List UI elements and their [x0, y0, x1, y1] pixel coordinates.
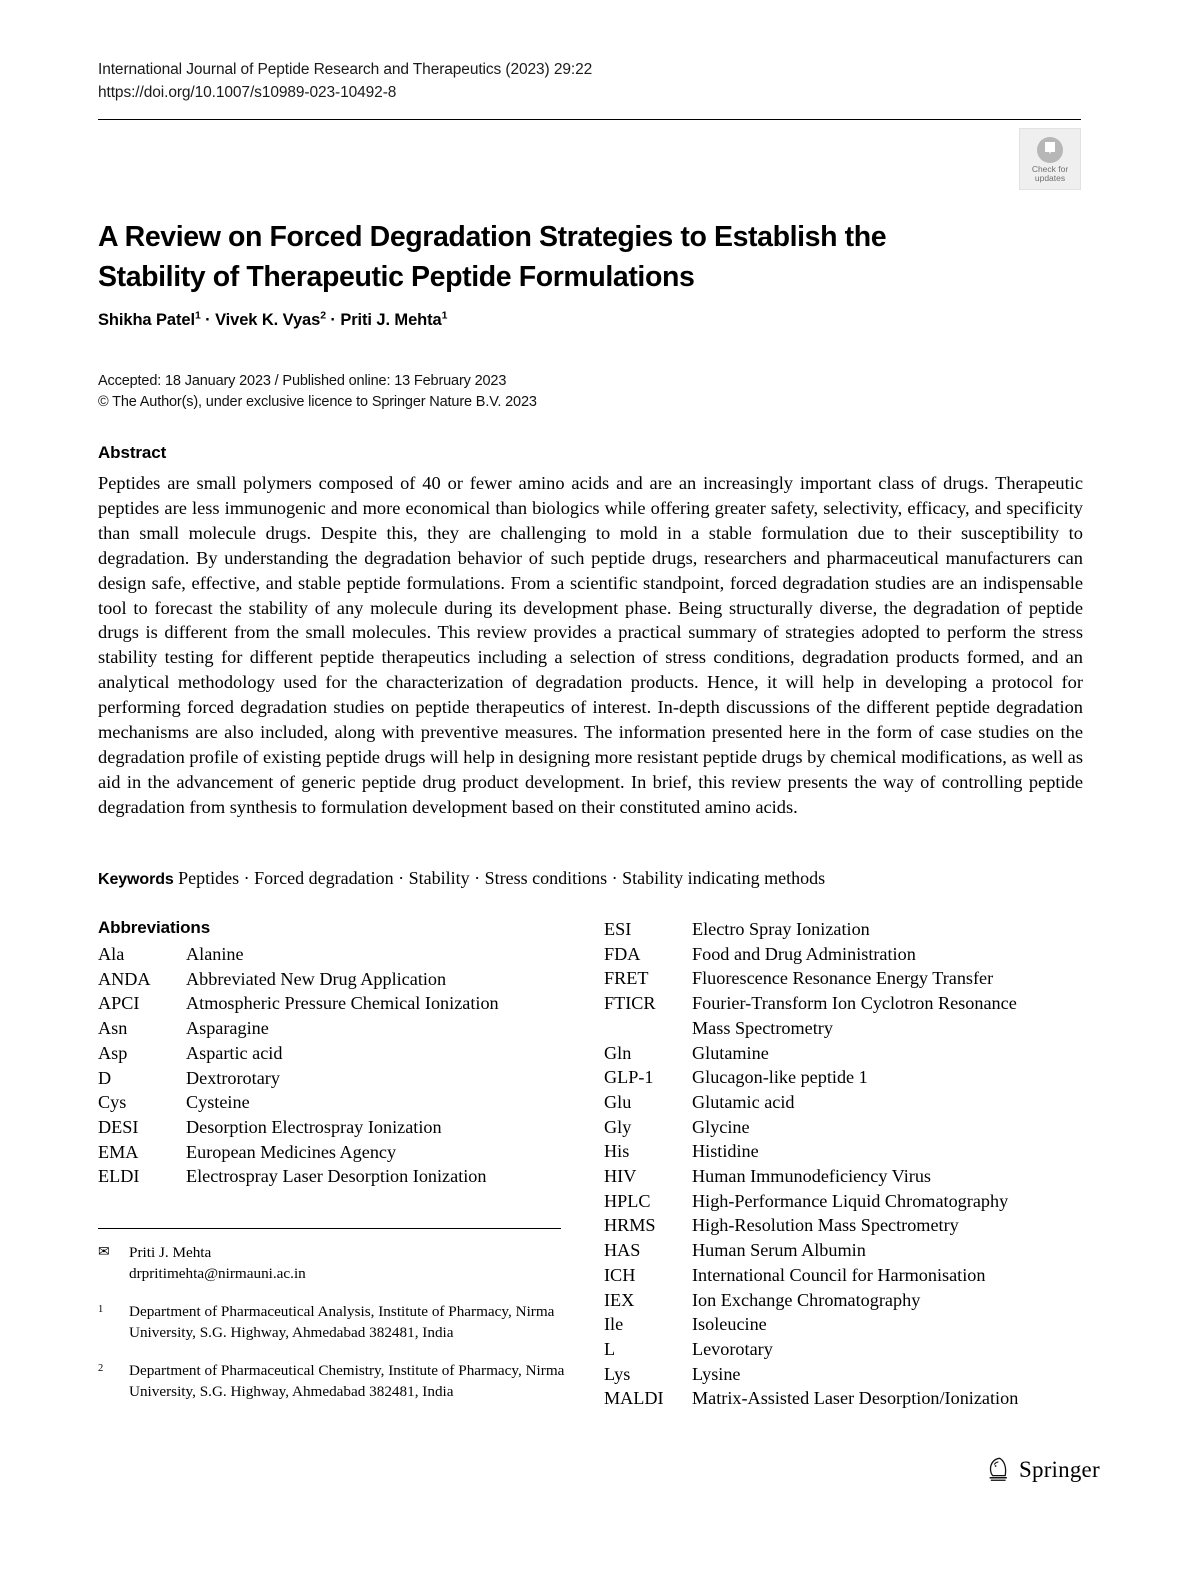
abbreviation-definition: Glutamic acid	[692, 1091, 795, 1112]
abbreviation-term: Cys	[98, 1092, 127, 1113]
footnote-block	[98, 1238, 568, 1402]
abstract-text: Peptides are small polymers composed of 40 or fewer amino acids and are an increasingly important class of drugs. Therapeutic peptides are less immunogenic and more economical than biologics while offering greater safety, selectivity, efficacy, and specificity than small molecule drugs. Despite this, they are challenging to mold in a stable formulation due to their susceptibility to degradation. By understanding the degradation behavior of such peptide drugs, researchers and pharmaceutical manufacturers can design safe, effective, and stable peptide formulations. From a scientific standpoint, forced degradation studies are an indispensable tool to forecast the stability of any molecule during its development phase. Being structurally diverse, the degradation of peptide drugs is different from the small molecules. This review provides a practical summary of strategies adopted to perform the stress stability testing for different peptide therapeutics including a selection of stress conditions, degradation products formed, and an analytical methodology used for the characterization of degradation products. Hence, it will help in developing a protocol for performing forced degradation studies on peptide therapeutics of interest. In-depth discussions of the different peptide degradation mechanisms are also included, along with preventive measures. The information presented here in the form of case studies on the degradation profile of existing peptide drugs will help in designing more resistant peptide drugs by chemical modifications, as well as aid in the advancement of generic peptide drug product development. In brief, this review presents the way of controlling peptide degradation from synthesis to formulation development based on their constituted amino acids.	[98, 473, 1083, 817]
abbreviation-definition: Levorotary	[692, 1338, 773, 1359]
abbreviation-row	[604, 1213, 1084, 1238]
abbreviation-term: L	[604, 1338, 616, 1359]
abbreviation-row	[604, 1041, 1084, 1066]
abbreviation-row	[604, 1386, 1084, 1411]
abbreviation-row	[98, 1115, 568, 1140]
publisher-logo	[986, 1456, 1100, 1484]
affiliation-text: Department of Pharmaceutical Chemistry, Institute of Pharmacy, Nirma University, S.G. Highway, Ahmedabad 382481, India	[129, 1362, 565, 1400]
publication-dates: Accepted: 18 January 2023 / Published online: 13 February 2023	[98, 373, 507, 389]
corresponding-author-name: Priti J. Mehta	[129, 1244, 212, 1261]
abbreviation-row	[604, 1362, 1084, 1387]
abbreviation-definition: Abbreviated New Drug Application	[186, 968, 447, 989]
abbreviation-term: HIV	[604, 1166, 637, 1187]
doi-link[interactable]: https://doi.org/10.1007/s10989-023-10492-8	[98, 84, 397, 101]
abbreviation-term: Lys	[604, 1363, 631, 1384]
abbreviation-term: APCI	[98, 993, 140, 1014]
abbreviation-definition: Aspartic acid	[186, 1042, 283, 1063]
crossmark-label-line1: Check for	[1031, 163, 1069, 174]
affiliation-entry	[98, 1301, 568, 1343]
abbreviation-term: HAS	[604, 1240, 641, 1261]
corresponding-author-email[interactable]: drpritimehta@nirmauni.ac.in	[129, 1265, 306, 1282]
abbreviations-heading: Abbreviations	[98, 918, 211, 937]
keywords-line	[98, 866, 1083, 892]
abbreviation-row	[98, 991, 568, 1016]
abbreviation-row	[604, 1139, 1084, 1164]
publisher-name: Springer	[1019, 1457, 1100, 1482]
author-affiliation-marker: 2	[320, 309, 326, 322]
author-name: Shikha Patel	[98, 311, 195, 329]
abbreviation-row	[98, 942, 568, 967]
abbreviation-row	[604, 1238, 1084, 1263]
abbreviation-definition: Fluorescence Resonance Energy Transfer	[692, 968, 994, 989]
crossmark-label-line2: updates	[1034, 173, 1066, 183]
abbreviation-row	[98, 1090, 568, 1115]
copyright-line: © The Author(s), under exclusive licence to Springer Nature B.V. 2023	[98, 394, 537, 410]
abbreviation-definition: Asparagine	[186, 1018, 269, 1039]
abbreviations-left-column	[98, 942, 568, 1189]
abbreviation-definition: Cysteine	[186, 1092, 250, 1113]
journal-header	[98, 58, 1058, 104]
abbreviation-term: ANDA	[98, 968, 151, 989]
abbreviation-row	[604, 1337, 1084, 1362]
corresponding-author	[98, 1242, 568, 1284]
abbreviation-definition: Fourier-Transform Ion Cyclotron Resonance	[692, 993, 1017, 1014]
abbreviation-row	[98, 1016, 568, 1041]
abbreviation-definition: Glycine	[692, 1116, 750, 1137]
abstract-heading: Abstract	[98, 443, 167, 462]
abbreviation-term: D	[98, 1067, 112, 1088]
author-name: Priti J. Mehta	[340, 311, 442, 329]
abbreviation-row	[98, 1140, 568, 1165]
abbreviation-definition: Matrix-Assisted Laser Desorption/Ionization	[692, 1388, 1019, 1409]
author-list	[98, 308, 998, 332]
crossmark-logo-icon	[1037, 137, 1063, 163]
abbreviation-definition: Dextrorotary	[186, 1067, 280, 1088]
abbreviation-definition: Glutamine	[692, 1042, 769, 1063]
abbreviation-row	[604, 991, 1084, 1016]
abbreviation-term: FDA	[604, 943, 641, 964]
abbreviation-row	[604, 942, 1084, 967]
abbreviation-term: IEX	[604, 1289, 635, 1310]
abbreviation-definition: High-Resolution Mass Spectrometry	[692, 1215, 959, 1236]
affiliation-text: Department of Pharmaceutical Analysis, Institute of Pharmacy, Nirma University, S.G. Highway, Ahmedabad 382481, India	[129, 1303, 555, 1341]
abbreviation-definition: Ion Exchange Chromatography	[692, 1289, 921, 1310]
abbreviation-term: His	[604, 1141, 630, 1162]
abbreviation-definition: Lysine	[692, 1363, 741, 1384]
springer-knight-icon	[986, 1456, 1012, 1484]
abbreviation-term: Gln	[604, 1042, 632, 1063]
journal-citation: International Journal of Peptide Research and Therapeutics (2023) 29:22	[98, 61, 593, 78]
abbreviation-definition: European Medicines Agency	[186, 1141, 397, 1162]
abbreviation-term: ICH	[604, 1264, 636, 1285]
corresponding-author-body	[129, 1242, 568, 1284]
abbreviation-definition: Mass Spectrometry	[692, 1017, 833, 1038]
abbreviation-row	[604, 1065, 1084, 1090]
abbreviation-row	[604, 1016, 1084, 1041]
abbreviation-term: EMA	[98, 1141, 139, 1162]
abbreviation-term: HRMS	[604, 1215, 656, 1236]
abbreviation-term: MALDI	[604, 1388, 664, 1409]
abbreviation-row	[98, 967, 568, 992]
check-for-updates-badge[interactable]	[1019, 128, 1081, 190]
page-title: A Review on Forced Degradation Strategies to Establish the Stability of Therapeutic Peptide Formulations	[98, 221, 887, 294]
abbreviation-row	[604, 1189, 1084, 1214]
abbreviation-row	[604, 1090, 1084, 1115]
abbreviation-definition: High-Performance Liquid Chromatography	[692, 1190, 1009, 1211]
affiliation-entry	[98, 1360, 568, 1402]
author-affiliation-marker: 1	[441, 309, 448, 322]
abbreviation-term: Asp	[98, 1042, 128, 1063]
keywords-text: Peptides · Forced degradation · Stability · Stress conditions · Stability indicating methods	[178, 868, 826, 888]
abbreviation-row	[604, 917, 1084, 942]
abbreviation-term: HPLC	[604, 1190, 651, 1211]
abbreviation-row	[98, 1066, 568, 1091]
abbreviation-definition: Isoleucine	[692, 1314, 767, 1335]
abbreviation-term: Gly	[604, 1116, 632, 1137]
abbreviation-row	[604, 1288, 1084, 1313]
publication-info	[98, 371, 998, 413]
abbreviation-definition: Food and Drug Administration	[692, 943, 916, 964]
abbreviations-right-column	[604, 917, 1084, 1411]
abbreviation-definition: Desorption Electrospray Ionization	[186, 1116, 442, 1137]
abbreviation-term: FRET	[604, 968, 649, 989]
abbreviation-definition: Glucagon-like peptide 1	[692, 1067, 868, 1088]
author-name: Vivek K. Vyas	[215, 311, 321, 329]
abbreviation-definition: Human Serum Albumin	[692, 1240, 866, 1261]
abbreviation-term: ELDI	[98, 1166, 140, 1187]
abbreviation-row	[604, 1115, 1084, 1140]
abbreviation-definition: Electro Spray Ionization	[692, 919, 870, 939]
abbreviation-row	[604, 1164, 1084, 1189]
abbreviation-definition: International Council for Harmonisation	[692, 1264, 986, 1285]
abbreviation-term: FTICR	[604, 993, 656, 1014]
abbreviation-term: DESI	[98, 1116, 139, 1137]
abbreviation-definition: Electrospray Laser Desorption Ionization	[186, 1166, 487, 1187]
keywords-label: Keywords	[98, 871, 174, 888]
abbreviation-term: Ile	[604, 1314, 624, 1335]
author-separator: ·	[325, 311, 341, 329]
header-divider	[98, 119, 1081, 120]
abbreviation-row	[98, 1164, 568, 1189]
envelope-icon: ✉	[98, 1245, 110, 1260]
abbreviation-row	[98, 1041, 568, 1066]
affiliation-marker: 2	[98, 1363, 104, 1374]
abbreviation-definition: Atmospheric Pressure Chemical Ionization	[186, 993, 499, 1014]
abbreviation-term: Asn	[98, 1018, 128, 1039]
affiliation-marker: 1	[98, 1304, 104, 1315]
author-separator: ·	[200, 311, 216, 329]
abbreviation-term: GLP-1	[604, 1067, 654, 1088]
abbreviation-term: Glu	[604, 1091, 632, 1112]
abbreviation-row	[604, 1312, 1084, 1337]
abbreviation-definition: Human Immunodeficiency Virus	[692, 1166, 931, 1187]
abbreviation-definition: Histidine	[692, 1141, 759, 1162]
abbreviation-row	[604, 966, 1084, 991]
footnote-divider	[98, 1228, 561, 1229]
abbreviation-term: ESI	[604, 919, 632, 939]
abbreviation-definition: Alanine	[186, 944, 244, 964]
abbreviation-row	[604, 1263, 1084, 1288]
abbreviation-term: Ala	[98, 944, 125, 964]
author-affiliation-marker: 1	[194, 309, 201, 322]
